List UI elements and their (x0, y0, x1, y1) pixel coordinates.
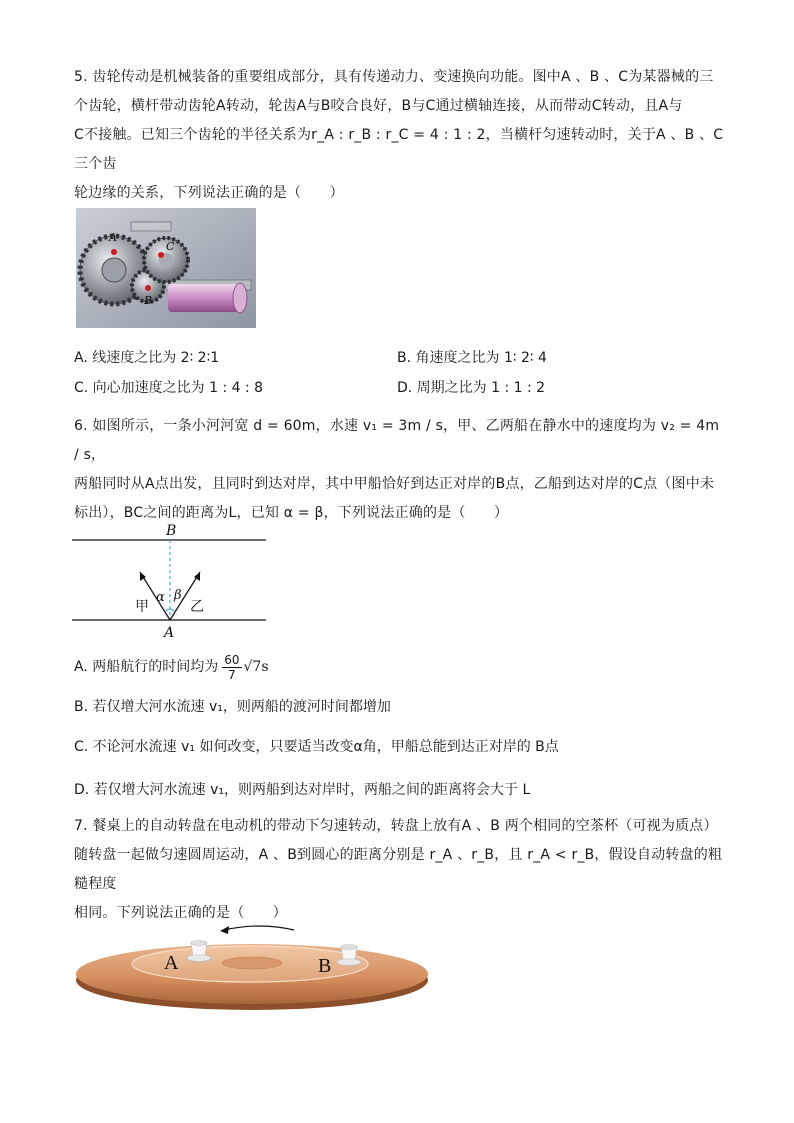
q6-option-a-prefix: A. 两船航行的时间均为 (74, 659, 219, 675)
gear-label-c: C (166, 240, 175, 253)
q5-text (74, 63, 724, 208)
fraction-denominator: 7 (228, 667, 236, 682)
q6-line-1: 6. 如图所示，一条小河河宽 d = 60m，水速 v₁ = 3m / s，甲、乙两船在静水中的速度均为 v₂ = 4m / s， (74, 418, 720, 463)
q6-option-a-fraction (222, 653, 241, 682)
point-c-marker (158, 252, 164, 258)
top-shaft (131, 222, 171, 231)
gear-label-b: B (144, 294, 153, 307)
q7-line-1: 7. 餐桌上的自动转盘在电动机的带动下匀速转动，转盘上放有A 、B 两个相同的空茶杯（可视为质点） (74, 818, 718, 834)
angle-arc (165, 609, 175, 612)
gear-figure (76, 208, 256, 328)
q5-line-1: 5. 齿轮传动是机械装备的重要组成部分，具有传递动力、变速换向功能。图中A 、B 、C为某器械的三 (74, 69, 714, 85)
q6-line-2: 两船同时从A点出发，且同时到达对岸，其中甲船恰好到达正对岸的B点，乙船到达对岸的C点（图中未 (74, 476, 715, 492)
pink-cylinder (168, 284, 240, 312)
q5-option-c[interactable]: C. 向心加速度之比为 1 : 4 : 8 (74, 380, 264, 396)
q5-line-3: C不接触。已知三个齿轮的半径关系为r_A : r_B : r_C = 4 : 1 : 2，当横杆匀速转动时，关于A 、B 、C三个齿 (74, 127, 724, 172)
q5-line-2: 个齿轮，横杆带动齿轮A转动，轮齿A与B咬合良好，B与C通过横轴连接，从而带动C转动，且A与 (74, 98, 683, 114)
turntable-figure (72, 918, 432, 1018)
q6-option-c[interactable]: C. 不论河水流速 v₁ 如何改变，只要适当改变α角，甲船总能到达正对岸的 B点 (74, 739, 559, 755)
label-alpha: α (156, 590, 165, 605)
q5-option-b[interactable]: B. 角速度之比为 1∶ 2∶ 4 (397, 350, 547, 366)
q5-option-a[interactable]: A. 线速度之比为 2∶ 2∶1 (74, 350, 220, 366)
q7-line-3: 相同。下列说法正确的是（ ） (74, 905, 287, 921)
cup-label-a: A (164, 952, 179, 974)
q6-line-3: 标出），BC之间的距离为L，已知 α = β，下列说法正确的是（ ） (74, 505, 509, 521)
river-figure (70, 520, 270, 642)
label-jia: 甲 (135, 599, 149, 615)
cup-label-b: B (318, 955, 332, 977)
point-a-marker (111, 249, 117, 255)
q5-option-d[interactable]: D. 周期之比为 1 : 1 : 2 (397, 380, 546, 396)
q6-option-a-root: √7s (243, 659, 269, 675)
q5-line-4: 轮边缘的关系，下列说法正确的是（ ） (74, 185, 344, 201)
q6-text (74, 412, 724, 528)
gear-label-a: A (109, 231, 117, 244)
cylinder-end (233, 283, 247, 313)
q7-text (74, 812, 724, 928)
q6-option-d[interactable]: D. 若仅增大河水流速 v₁，则两船到达对岸时，两船之间的距离将会大于 L (74, 782, 531, 798)
rotation-arrowhead (220, 926, 229, 934)
fraction-numerator: 60 (224, 652, 240, 667)
label-b: B (166, 523, 177, 539)
label-yi: 乙 (190, 599, 204, 615)
q7-line-2: 随转盘一起做匀速圆周运动，A 、B到圆心的距离分别是 r_A 、r_B，且 r_A < r_B，假设自动转盘的粗糙程度 (74, 847, 723, 892)
label-beta: β (174, 588, 182, 603)
q6-option-b[interactable]: B. 若仅增大河水流速 v₁，则两船的渡河时间都增加 (74, 699, 391, 715)
point-b-marker (145, 285, 151, 291)
q6-option-a[interactable] (74, 650, 269, 684)
turntable-center (222, 957, 282, 969)
rotation-arrow (224, 926, 294, 930)
label-a: A (164, 625, 175, 641)
